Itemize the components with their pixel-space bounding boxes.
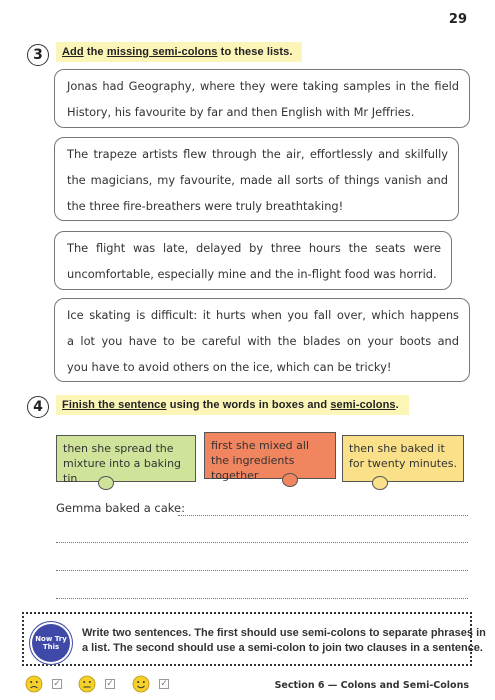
- answer-line-1[interactable]: [178, 515, 468, 516]
- question-4-number: 4: [27, 396, 49, 418]
- question-4-instruction-part-2: using the words in boxes and: [166, 399, 331, 411]
- self-assessment-checkbox-3[interactable]: ✓: [160, 679, 168, 689]
- question-3-instruction: [56, 42, 302, 62]
- list-box-2-line-3: the three fire-breathers were truly breathtaking!: [67, 199, 344, 213]
- list-box-3-line-2: uncomfortable, especially mine and the in-flight food was horrid.: [67, 267, 437, 281]
- list-box-1-line-1: Jonas had Geography, where they were taking samples in the field: [67, 79, 459, 93]
- question-3-instruction-part-3: missing semi-colons: [106, 46, 218, 58]
- jigsaw-piece-3: [342, 435, 464, 482]
- jigsaw-tab-3: [372, 476, 388, 490]
- answer-line-3[interactable]: [56, 570, 468, 571]
- jigsaw-tab-1: [98, 476, 114, 490]
- jigsaw-tab-2: [282, 473, 298, 487]
- now-try-this-badge-line-1: Now Try: [35, 635, 67, 643]
- question-3-instruction-part-4: to these lists.: [217, 46, 293, 58]
- question-4-instruction-part-1: Finish the sentence: [62, 399, 167, 411]
- list-box-1-line-2: History, his favourite by far and then English with Mr Jeffries.: [67, 105, 415, 119]
- smiley-sad-icon: [26, 676, 42, 692]
- jigsaw-piece-3-text: then she baked it for twenty minutes.: [349, 442, 458, 470]
- smiley-neutral-icon: [79, 676, 95, 692]
- list-box-3-line-1: The flight was late, delayed by three hours the seats were: [67, 241, 441, 255]
- smiley-happy-icon: [133, 676, 149, 692]
- jigsaw-piece-1: [56, 435, 196, 485]
- answer-line-2[interactable]: [56, 542, 468, 543]
- now-try-this-badge-line-2: This: [42, 643, 60, 651]
- question-3-number: 3: [27, 44, 49, 66]
- section-footer: Section 6 — Colons and Semi-Colons: [274, 680, 469, 691]
- question-4-instruction: [56, 395, 409, 415]
- jigsaw-piece-2: [204, 432, 336, 482]
- self-assessment-checkbox-2[interactable]: ✓: [106, 679, 114, 689]
- page-number: 29: [448, 12, 467, 27]
- answer-line-4[interactable]: [56, 598, 468, 599]
- list-box-1: [54, 69, 470, 128]
- now-try-this-text-line-1: Write two sentences. The first should use semi-colons to separate phrases in: [82, 627, 486, 639]
- jigsaw-piece-1-text: then she spread the mixture into a baking tin: [63, 442, 182, 485]
- question-4-instruction-part-4: .: [395, 399, 399, 411]
- list-box-4: [54, 298, 470, 382]
- list-box-2-line-1: The trapeze artists flew through the air, effortlessly and skilfully: [67, 147, 448, 161]
- jigsaw-piece-2-text: first she mixed all the ingredients together: [211, 439, 310, 482]
- self-assessment-checkbox-1[interactable]: ✓: [53, 679, 61, 689]
- question-3-instruction-part-2: the: [83, 46, 107, 58]
- now-try-this-text-line-2: a list. The second should use a semi-colon to join two clauses in a sentence.: [82, 642, 483, 654]
- list-box-4-line-2: a lot you have to be careful with the blades on your boots and: [67, 334, 459, 348]
- question-3-instruction-part-1: Add: [62, 46, 84, 58]
- now-try-this-badge: [32, 624, 70, 662]
- now-try-this-text: [82, 626, 486, 656]
- question-4-instruction-part-3: semi-colons: [330, 399, 396, 411]
- list-box-3: [54, 231, 452, 290]
- answer-label: Gemma baked a cake:: [56, 501, 185, 515]
- list-box-2: [54, 137, 459, 221]
- list-box-4-line-3: you have to avoid others on the ice, which can be tricky!: [67, 360, 392, 374]
- list-box-4-line-1: Ice skating is difficult: it hurts when you fall over, which happens: [67, 308, 459, 322]
- list-box-2-line-2: the magicians, my favourite, made all sorts of things vanish and: [67, 173, 448, 187]
